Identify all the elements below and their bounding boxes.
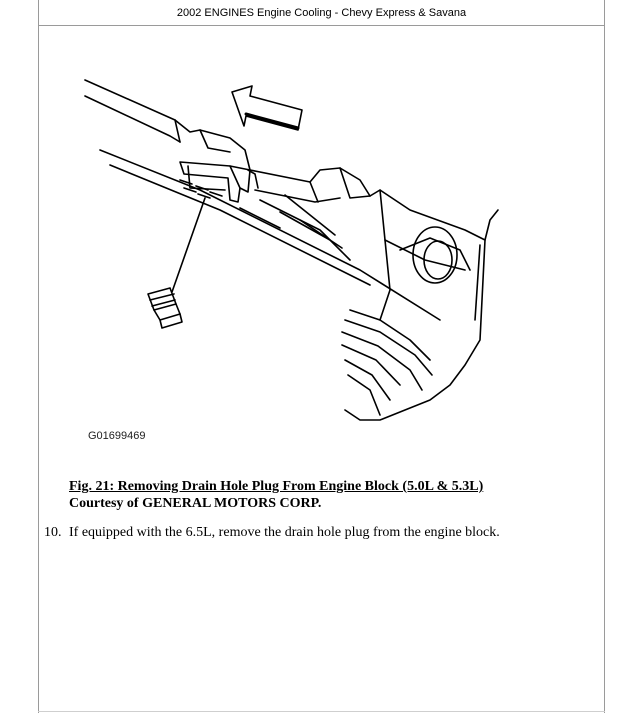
- direction-arrow-icon: [232, 86, 302, 130]
- page-bottom-rule: [38, 711, 605, 712]
- procedure-step: [44, 525, 500, 541]
- engine-block-drawing: [80, 70, 500, 460]
- caption-credit: Courtesy of GENERAL MOTORS CORP.: [69, 496, 322, 511]
- caption-title: Fig. 21: Removing Drain Hole Plug From Engine Block (5.0L & 5.3L): [69, 479, 484, 494]
- figure-illustration: [80, 70, 500, 460]
- figure-caption: [69, 478, 483, 512]
- drain-hole-plug-icon: [148, 288, 182, 328]
- page-header: [38, 0, 605, 26]
- step-number: 10.: [44, 525, 62, 540]
- figure-id-label: G01699469: [88, 430, 146, 442]
- page-border-right: [604, 0, 605, 713]
- step-text: If equipped with the 6.5L, remove the drain hole plug from the engine block.: [69, 525, 500, 540]
- page-border-left: [38, 0, 39, 713]
- header-title: 2002 ENGINES Engine Cooling - Chevy Express & Savana: [176, 6, 467, 19]
